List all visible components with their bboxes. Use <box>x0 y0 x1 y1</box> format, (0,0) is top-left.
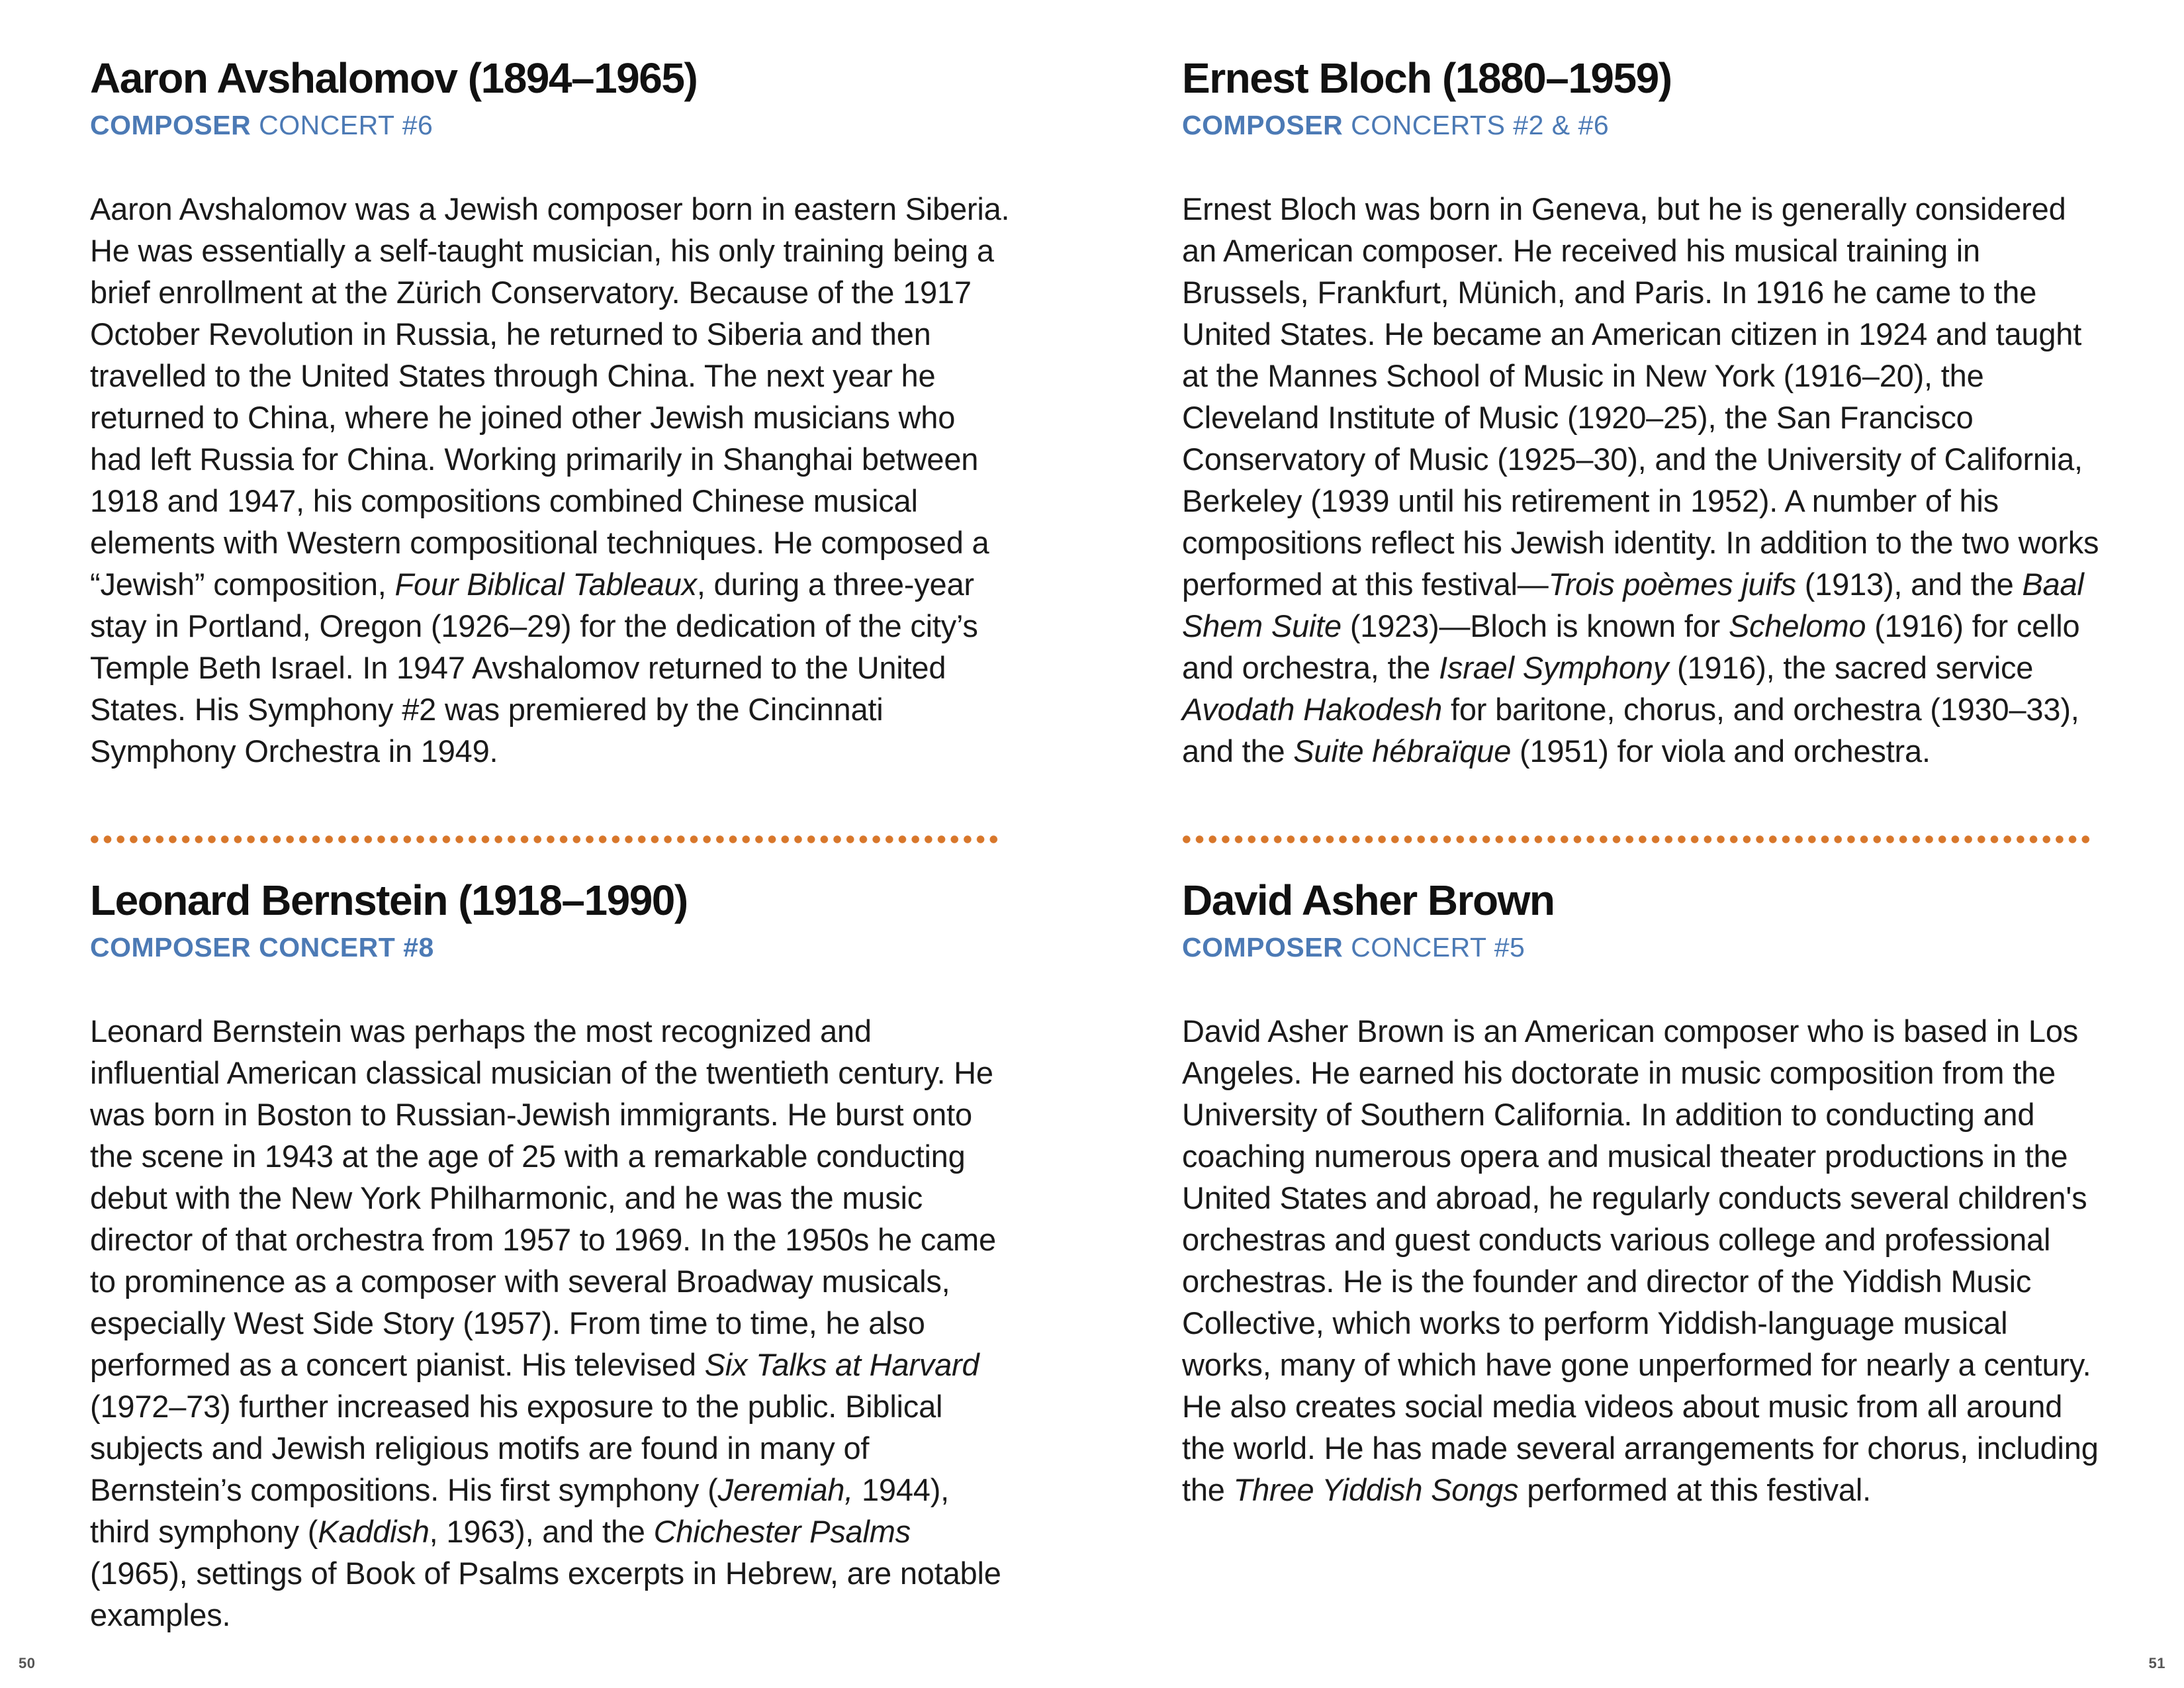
composer-name: Ernest Bloch (1880–1959) <box>1182 54 1672 102</box>
bio-text: Ernest Bloch was born in Geneva, but he is generally considered an American composer. He received his musical training in Brussels, Frankfurt, Münich, and Paris. In 1916 he came to the United States. He became an American citizen in 1924 and taught at the Mannes School of Music in New York (1916–20), the Cleveland Institute of Music (1920–25), the San Francisco Conservatory of Music (1925–30), and the University of California, Berkeley (1939 until his retirement in 1952). A number of his compositions reflect his Jewish identity. In addition to the two works performed at this festival— <box>1182 191 2099 602</box>
subtitle-concert: CONCERT #5 <box>1343 932 1525 962</box>
subtitle-role: COMPOSER <box>1182 110 1343 140</box>
bio-text: (1923)—Bloch is known for <box>1341 608 1729 643</box>
subtitle-role: COMPOSER <box>1182 932 1343 962</box>
bio-text: (1965), settings of Book of Psalms excerpts in Hebrew, are notable examples. <box>90 1556 1001 1632</box>
subtitle-role: COMPOSER CONCERT #8 <box>90 932 434 962</box>
composer-subtitle <box>1182 931 2102 964</box>
bio-italic-title: Suite hébraïque <box>1293 733 1512 769</box>
composer-bio <box>90 1010 1010 1636</box>
bio-italic-title: Avodath Hakodesh <box>1182 692 1443 727</box>
subtitle-concert: CONCERT #6 <box>251 110 433 140</box>
bio-text: performed at this festival. <box>1518 1472 1871 1507</box>
bio-text: Aaron Avshalomov was a Jewish composer born in eastern Siberia. He was essentially a self-taught musician, his only training being a brief enrollment at the Zürich Conservatory. Because of the 1917 October Revolution in Russia, he returned to Siberia and then travelled to the United States through China. The next year he returned to China, where he joined other Jewish musicians who had left Russia for China. Working primarily in Shanghai between 1918 and 1947, his compositions combined Chinese musical elements with Western compositional techniques. He composed a “Jewish” composition, <box>90 191 1010 602</box>
dotted-divider-left <box>88 835 1003 843</box>
composer-entry-bernstein <box>90 874 1010 1636</box>
bio-italic-title: Jeremiah, <box>717 1472 854 1507</box>
bio-text: 1944), third symphony ( <box>90 1472 950 1549</box>
bio-text: (1913), and the <box>1796 567 2023 602</box>
bio-text: (1951) for viola and orchestra. <box>1511 733 1931 769</box>
bio-italic-title: Schelomo <box>1728 608 1866 643</box>
composer-entry-brown <box>1182 874 2102 1511</box>
bio-italic-title: Israel Symphony <box>1439 650 1669 685</box>
composer-bio <box>1182 188 2102 772</box>
bio-text: , during a three-year stay in Portland, Oregon (1926–29) for the dedication of the city’s Temple Beth Israel. In 1947 Avshalomov returned to the United States. His Symphony #2 was premiered by the Cincinnati Symphony Orchestra in 1949. <box>90 567 978 769</box>
page-number-left: 50 <box>19 1655 36 1671</box>
page-number-right: 51 <box>2148 1655 2165 1671</box>
bio-italic-title: Four Biblical Tableaux <box>394 567 697 602</box>
composer-entry-avshalomov <box>90 52 1010 772</box>
composer-bio <box>1182 1010 2102 1511</box>
composer-entry-bloch <box>1182 52 2102 772</box>
bio-italic-title: Three Yiddish Songs <box>1233 1472 1519 1507</box>
bio-italic-title: Chichester Psalms <box>653 1514 911 1549</box>
bio-text: (1916), the sacred service <box>1668 650 2034 685</box>
composer-bio <box>90 188 1010 772</box>
bio-italic-title: Baal Shem Suite <box>1182 567 2084 643</box>
composer-subtitle <box>90 931 1010 964</box>
bio-italic-title: Six Talks at Harvard <box>704 1347 979 1382</box>
composer-subtitle <box>1182 109 2102 142</box>
subtitle-concert: CONCERTS #2 & #6 <box>1343 110 1610 140</box>
bio-text: (1916) for cello and orchestra, the <box>1182 608 2080 685</box>
composer-name: Aaron Avshalomov (1894–1965) <box>90 54 698 102</box>
bio-text: (1972–73) further increased his exposure to the public. Biblical subjects and Jewish religious motifs are found in many of Bernstein’s compositions. His first symphony ( <box>90 1389 943 1507</box>
dotted-divider-right <box>1180 835 2095 843</box>
bio-text: for baritone, chorus, and orchestra (1930–33), and the <box>1182 692 2079 769</box>
bio-text: David Asher Brown is an American composer who is based in Los Angeles. He earned his doctorate in music composition from the University of Southern California. In addition to conducting and coaching numerous opera and musical theater productions in the United States and abroad, he regularly conducts several children's orchestras and guest conducts various college and professional orchestras. He is the founder and director of the Yiddish Music Collective, which works to perform Yiddish-language musical works, many of which have gone unperformed for nearly a century. He also creates social media videos about music from all around the world. He has made several arrangements for chorus, including the <box>1182 1013 2099 1507</box>
composer-name: Leonard Bernstein (1918–1990) <box>90 876 688 924</box>
composer-subtitle <box>90 109 1010 142</box>
bio-italic-title: Trois poèmes juifs <box>1548 567 1796 602</box>
bio-italic-title: Kaddish <box>318 1514 430 1549</box>
subtitle-role: COMPOSER <box>90 110 251 140</box>
composer-name: David Asher Brown <box>1182 876 1555 924</box>
bio-text: , 1963), and the <box>429 1514 654 1549</box>
bio-text: Leonard Bernstein was perhaps the most recognized and influential American classical musician of the twentieth century. He was born in Boston to Russian-Jewish immigrants. He burst onto the scene in 1943 at the age of 25 with a remarkable conducting debut with the New York Philharmonic, and he was the music director of that orchestra from 1957 to 1969. In the 1950s he came to prominence as a composer with several Broadway musicals, especially West Side Story (1957). From time to time, he also performed as a concert pianist. His televised <box>90 1013 996 1382</box>
